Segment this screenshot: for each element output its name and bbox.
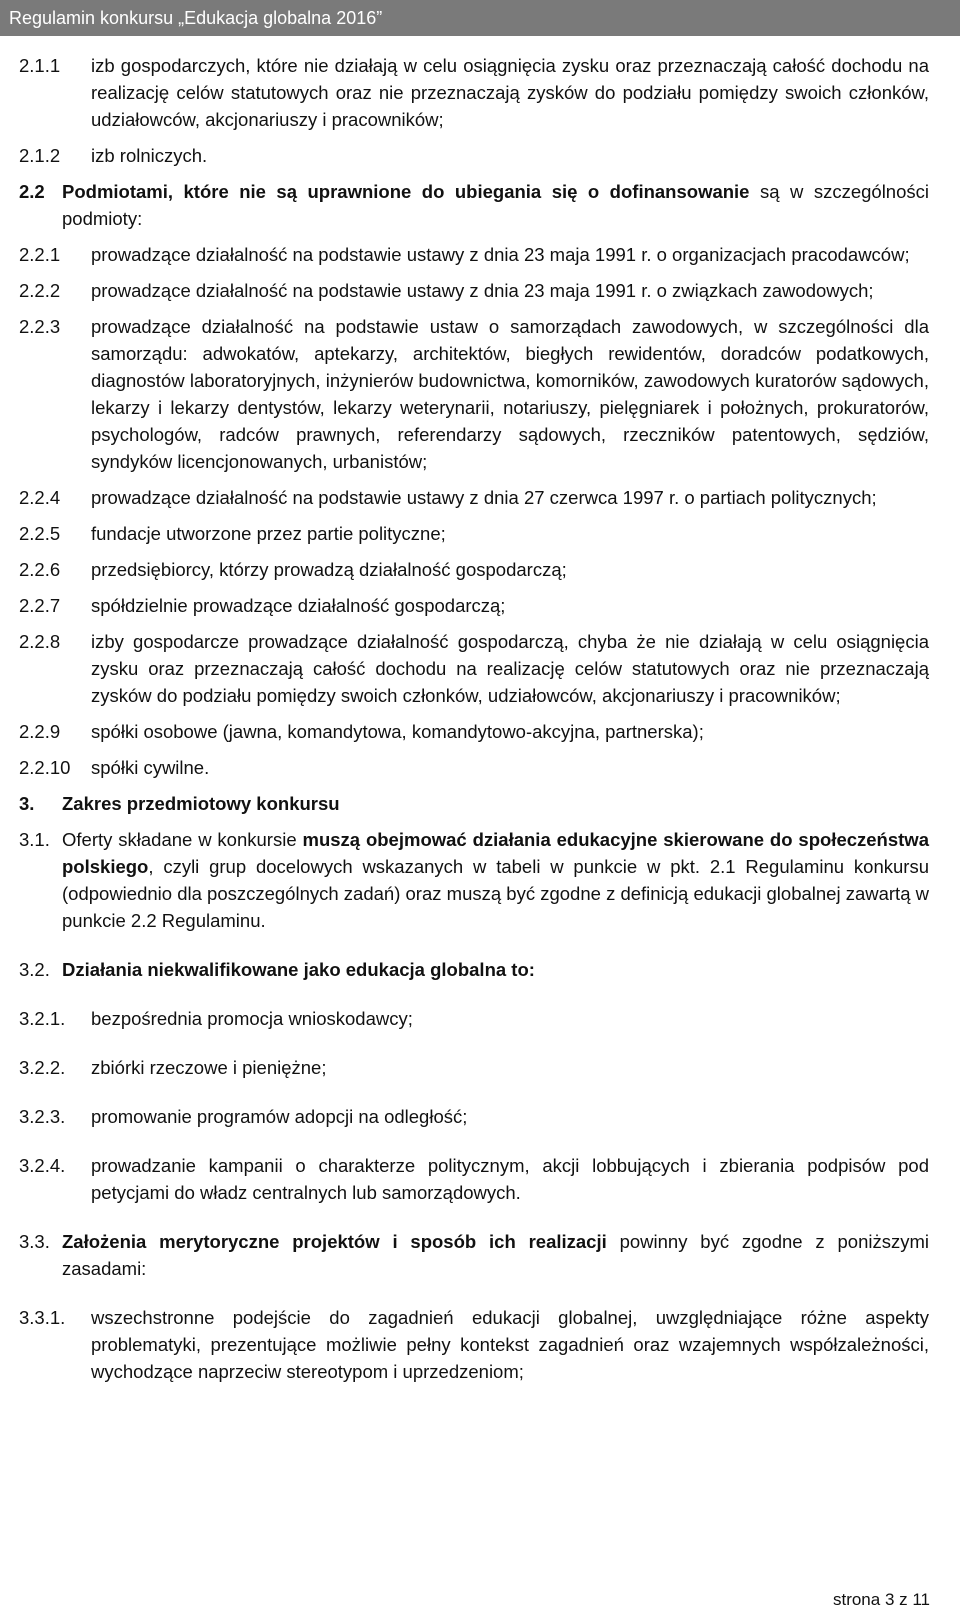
- item-2-1-1: [19, 52, 929, 133]
- item-number: 2.2: [19, 181, 45, 202]
- item-number: 2.2.5: [19, 523, 61, 544]
- item-2-2-6: [19, 556, 929, 583]
- item-number: 2.2.6: [19, 559, 61, 580]
- item-text: bezpośrednia promocja wnioskodawcy;: [91, 1008, 413, 1029]
- item-2-2-5: [19, 520, 929, 547]
- item-3-2-4: [19, 1152, 929, 1206]
- item-number: 2.2.2: [19, 280, 61, 301]
- document-header: [0, 0, 960, 36]
- item-2-2-7: [19, 592, 929, 619]
- item-number: 2.2.10: [19, 757, 71, 778]
- item-2-2-10: [19, 754, 929, 781]
- item-3-1: [19, 826, 929, 934]
- item-3-3: [19, 1228, 929, 1282]
- item-text: Oferty składane w konkursie muszą obejmować działania edukacyjne skierowane do społeczeństwa polskiego, czyli grup docelowych wskazanych w tabeli w punkcie w pkt. 2.1 Regulaminu konkursu (odpowiednio dla poszczególnych zadań) oraz muszą być zgodne z definicją edukacji globalnej zawartą w punkcie 2.2 Regulaminu.: [62, 829, 929, 931]
- item-text: izb rolniczych.: [91, 145, 208, 166]
- item-number: 2.1.2: [19, 145, 61, 166]
- item-number: 2.2.1: [19, 244, 61, 265]
- item-3-2-3: [19, 1103, 929, 1130]
- item-number: 3.2.2.: [19, 1057, 66, 1078]
- item-text: Założenia merytoryczne projektów i sposób ich realizacji powinny być zgodne z poniższymi zasadami:: [62, 1231, 929, 1279]
- item-number: 3.3.: [19, 1231, 50, 1252]
- item-number: 3.2.: [19, 959, 50, 980]
- item-number: 3.3.1.: [19, 1307, 66, 1328]
- item-text: przedsiębiorcy, którzy prowadzą działalność gospodarczą;: [91, 559, 567, 580]
- item-number: 2.2.8: [19, 631, 61, 652]
- item-text: spółdzielnie prowadzące działalność gospodarczą;: [91, 595, 506, 616]
- item-3-2-1: [19, 1005, 929, 1032]
- item-text: prowadzanie kampanii o charakterze politycznym, akcji lobbujących i zbierania podpisów pod petycjami do władz centralnych lub samorządowych.: [91, 1155, 929, 1203]
- item-number: 2.2.4: [19, 487, 61, 508]
- item-text: prowadzące działalność na podstawie ustawy z dnia 27 czerwca 1997 r. o partiach politycznych;: [91, 487, 877, 508]
- item-text: promowanie programów adopcji na odległość;: [91, 1106, 468, 1127]
- item-2-2-1: [19, 241, 929, 268]
- item-2-2-9: [19, 718, 929, 745]
- item-number: 3.1.: [19, 829, 50, 850]
- item-2-2-4: [19, 484, 929, 511]
- item-text: izb gospodarczych, które nie działają w celu osiągnięcia zysku oraz przeznaczają całość dochodu na realizację celów statutowych oraz nie przeznaczają zysków do podziału pomiędzy swoich członków, udziałowców, akcjonariuszy i pracowników;: [91, 55, 929, 130]
- page-number: [833, 1590, 930, 1610]
- item-text: prowadzące działalność na podstawie ustaw o samorządach zawodowych, w szczególności dla samorządu: adwokatów, aptekarzy, architektów, biegłych rewidentów, doradców podatkowych, diagnostów laboratoryjnych, inżynierów budownictwa, komorników, zawodowych kuratorów sądowych, lekarzy i lekarzy dentystów, lekarzy weterynarii, notariuszy, pielęgniarek i położnych, prokuratorów, psychologów, radców prawnych, referendarzy sądowych, rzeczników patentowych, sędziów, syndyków licencjonowanych, urbanistów;: [91, 316, 929, 472]
- item-number: 3.2.1.: [19, 1008, 66, 1029]
- document-body: [19, 52, 929, 1385]
- document-title: Regulamin konkursu „Edukacja globalna 2016”: [9, 8, 383, 28]
- page-number-text: strona 3 z 11: [832, 1590, 930, 1609]
- item-text: Podmiotami, które nie są uprawnione do ubiegania się o dofinansowanie są w szczególności podmioty:: [62, 181, 929, 229]
- item-2-1-2: [19, 142, 929, 169]
- item-number: 2.1.1: [19, 55, 61, 76]
- section-3-heading: [19, 790, 929, 817]
- item-text: Zakres przedmiotowy konkursu: [62, 793, 340, 814]
- item-text: spółki osobowe (jawna, komandytowa, komandytowo-akcyjna, partnerska);: [91, 721, 704, 742]
- item-number: 2.2.7: [19, 595, 61, 616]
- item-number: 2.2.3: [19, 316, 61, 337]
- item-2-2-8: [19, 628, 929, 709]
- item-3-2-2: [19, 1054, 929, 1081]
- item-number: 3.2.3.: [19, 1106, 66, 1127]
- item-text: prowadzące działalność na podstawie ustawy z dnia 23 maja 1991 r. o związkach zawodowych;: [91, 280, 874, 301]
- item-2-2-2: [19, 277, 929, 304]
- item-number: 3.2.4.: [19, 1155, 66, 1176]
- item-text: fundacje utworzone przez partie polityczne;: [91, 523, 446, 544]
- item-text: prowadzące działalność na podstawie ustawy z dnia 23 maja 1991 r. o organizacjach pracodawców;: [91, 244, 910, 265]
- item-text: izby gospodarcze prowadzące działalność gospodarczą, chyba że nie działają w celu osiągnięcia zysku oraz przeznaczają całość dochodu na realizację celów statutowych oraz nie przeznaczają zysków do podziału pomiędzy swoich członków, udziałowców, akcjonariuszy i pracowników;: [91, 631, 929, 706]
- item-3-3-1: [19, 1304, 929, 1385]
- item-3-2: [19, 956, 929, 983]
- item-text: spółki cywilne.: [91, 757, 210, 778]
- item-text: Działania niekwalifikowane jako edukacja globalna to:: [62, 959, 535, 980]
- item-text: zbiórki rzeczowe i pieniężne;: [91, 1057, 327, 1078]
- item-text: wszechstronne podejście do zagadnień edukacji globalnej, uwzględniające różne aspekty problematyki, prezentujące możliwie pełny kontekst zagadnień oraz wzajemnych współzależności, wychodzące naprzeciw stereotypom i uprzedzeniom;: [91, 1307, 929, 1382]
- item-2-2-3: [19, 313, 929, 475]
- item-2-2: [19, 178, 929, 232]
- item-number: 3.: [19, 793, 35, 814]
- item-number: 2.2.9: [19, 721, 61, 742]
